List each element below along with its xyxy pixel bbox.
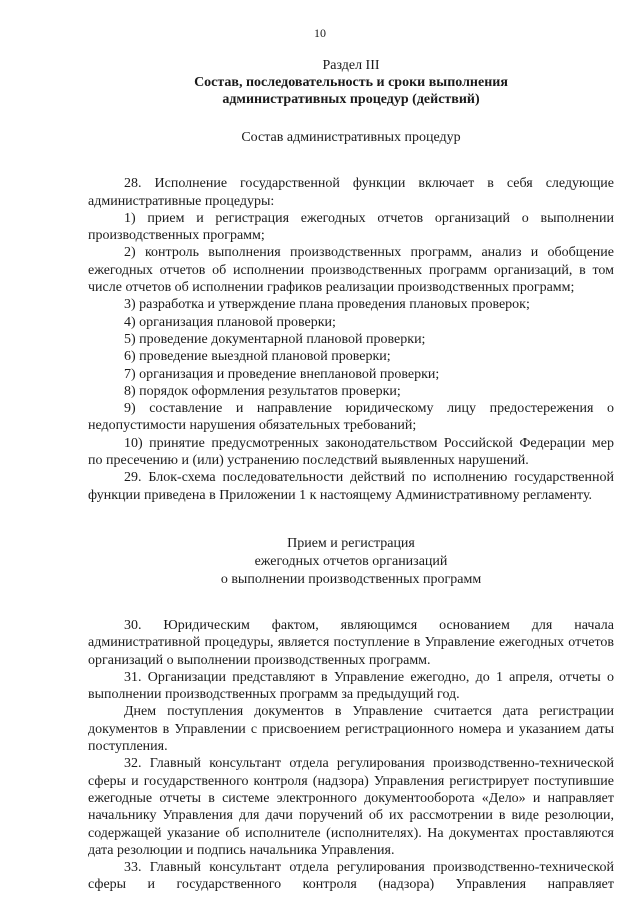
list-item: 8) порядок оформления результатов проверки; [124, 383, 401, 399]
document-body [88, 57, 614, 894]
subsection-heading-reception [88, 535, 614, 589]
list-item: 3) разработка и утверждение плана проведения плановых проверок; [124, 297, 530, 313]
list-item: 6) проведение выездной плановой проверки; [124, 349, 391, 365]
list-item: 4) организация плановой проверки; [124, 314, 336, 330]
paragraph-30: 30. Юридическим фактом, являющимся основанием для начала административной процедуры, является поступление в Управление ежегодных отчетов организаций о выполнении производственных программ. [88, 617, 614, 668]
paragraph-31: 31. Организации представляют в Управление ежегодно, до 1 апреля, отчеты о выполнении производственных программ за предыдущий год. [88, 669, 614, 703]
list-item: 5) проведение документарной плановой проверки; [124, 331, 426, 347]
paragraph-33: 33. Главный консультант отдела регулирования производственно-технической сферы и государственного контроля (надзора) Управления направляет [88, 860, 614, 893]
list-item: 2) контроль выполнения производственных программ, анализ и обобщение ежегодных отчетов об исполнении производственных программ организаций, в том числе отчетов об исполнении графиков реализации производственных программ; [88, 245, 614, 296]
paragraph-31-continued: Днем поступления документов в Управление считается дата регистрации документов в Управлении с присвоением регистрационного номера и указанием даты поступления. [88, 704, 614, 755]
subsection-heading: Состав административных процедур [241, 130, 461, 146]
section-title-line-2: административных процедур (действий) [222, 92, 480, 108]
list-item: 9) составление и направление юридическому лицу предостережения о недопустимости нарушения обязательных требований; [88, 401, 614, 434]
subsection-heading-line-1: Прием и регистрация [287, 535, 415, 551]
subsection-heading-line-3: о выполнении производственных программ [220, 571, 482, 587]
list-item: 7) организация и проведение внеплановой проверки; [124, 366, 440, 382]
subsection-heading-line-2: ежегодных отчетов организаций [254, 553, 448, 569]
section-label: Раздел III [322, 58, 380, 73]
list-item: 1) прием и регистрация ежегодных отчетов организаций о выполнении производственных программ; [88, 210, 614, 244]
paragraph-32: 32. Главный консультант отдела регулирования производственно-технической сферы и государственного контроля (надзора) Управления регистрирует поступившие ежегодные отчеты в системе электронного документооборота «Дело» и направляет начальнику Управления для дачи поручений об их рассмотрении в виде резолюции, содержащей указание об исполнителе (исполнителях). На документах проставляются дата резолюции и подпись начальника Управления. [88, 756, 614, 858]
page-number: 10 [314, 26, 326, 40]
paragraph-29: 29. Блок-схема последовательности действий по исполнению государственной функции приведена в Приложении 1 к настоящему Административному регламенту. [88, 470, 614, 503]
section-title-line-1: Состав, последовательность и сроки выполнения [194, 75, 508, 91]
list-item: 10) принятие предусмотренных законодательством Российской Федерации мер по пресечению и (или) устранению последствий выявленных нарушений. [88, 435, 614, 469]
paragraph-28: 28. Исполнение государственной функции включает в себя следующие административные процедуры: [88, 176, 614, 209]
